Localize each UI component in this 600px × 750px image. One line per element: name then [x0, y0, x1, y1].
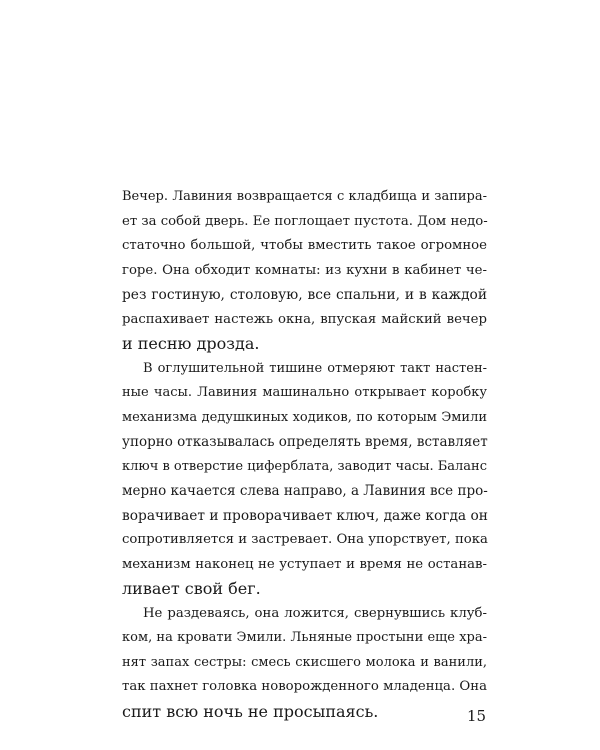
text-line: горе. Она обходит комнаты: из кухни в кабинет че- — [122, 262, 487, 278]
text-line: ет за собой дверь. Ее поглощает пустота. Дом недо- — [122, 213, 488, 229]
text-line: ные часы. Лавиния машинально открывает коробку — [122, 385, 487, 400]
text-line: и песню дрозда. — [122, 334, 260, 353]
body-text — [122, 185, 487, 724]
text-line: ливает свой бег. — [122, 579, 261, 598]
paragraph-1 — [122, 185, 487, 357]
text-line: В оглушительной тишине отмеряют такт настен- — [143, 360, 487, 376]
paragraph-2 — [122, 357, 487, 602]
text-line: статочно большой, чтобы вместить такое огромное — [122, 238, 487, 253]
text-line: рез гостиную, столовую, все спальни, и в каждой — [122, 287, 487, 303]
paragraph-3 — [122, 602, 487, 725]
page-number: 15 — [467, 707, 487, 725]
text-line: упорно отказывалась определять время, вставляет — [122, 434, 488, 450]
text-line: механизм наконец не уступает и время не останав- — [122, 556, 487, 572]
text-line: механизма дедушкиных ходиков, по которым Эмили — [122, 409, 487, 425]
text-line: Не раздеваясь, она ложится, свернувшись клуб- — [143, 605, 487, 621]
text-line: ключ в отверстие циферблата, заводит часы. Баланс — [122, 458, 487, 474]
text-line: Вечер. Лавиния возвращается с кладбища и запира- — [122, 189, 487, 204]
text-line: ворачивает и проворачивает ключ, даже когда он — [122, 507, 488, 524]
text-line: сопротивляется и застревает. Она упорствует, пока — [122, 532, 488, 547]
text-line: нят запах сестры: смесь скисшего молока и ванили, — [122, 654, 487, 670]
text-line: мерно качается слева направо, а Лавиния все про- — [122, 483, 488, 499]
text-line: распахивает настежь окна, впуская майский вечер — [122, 311, 487, 327]
text-line: ком, на кровати Эмили. Льняные простыни еще хра- — [122, 630, 487, 645]
text-line: спит всю ночь не просыпаясь. — [122, 701, 379, 721]
text-line: так пахнет головка новорожденного младенца. Она — [122, 679, 487, 694]
